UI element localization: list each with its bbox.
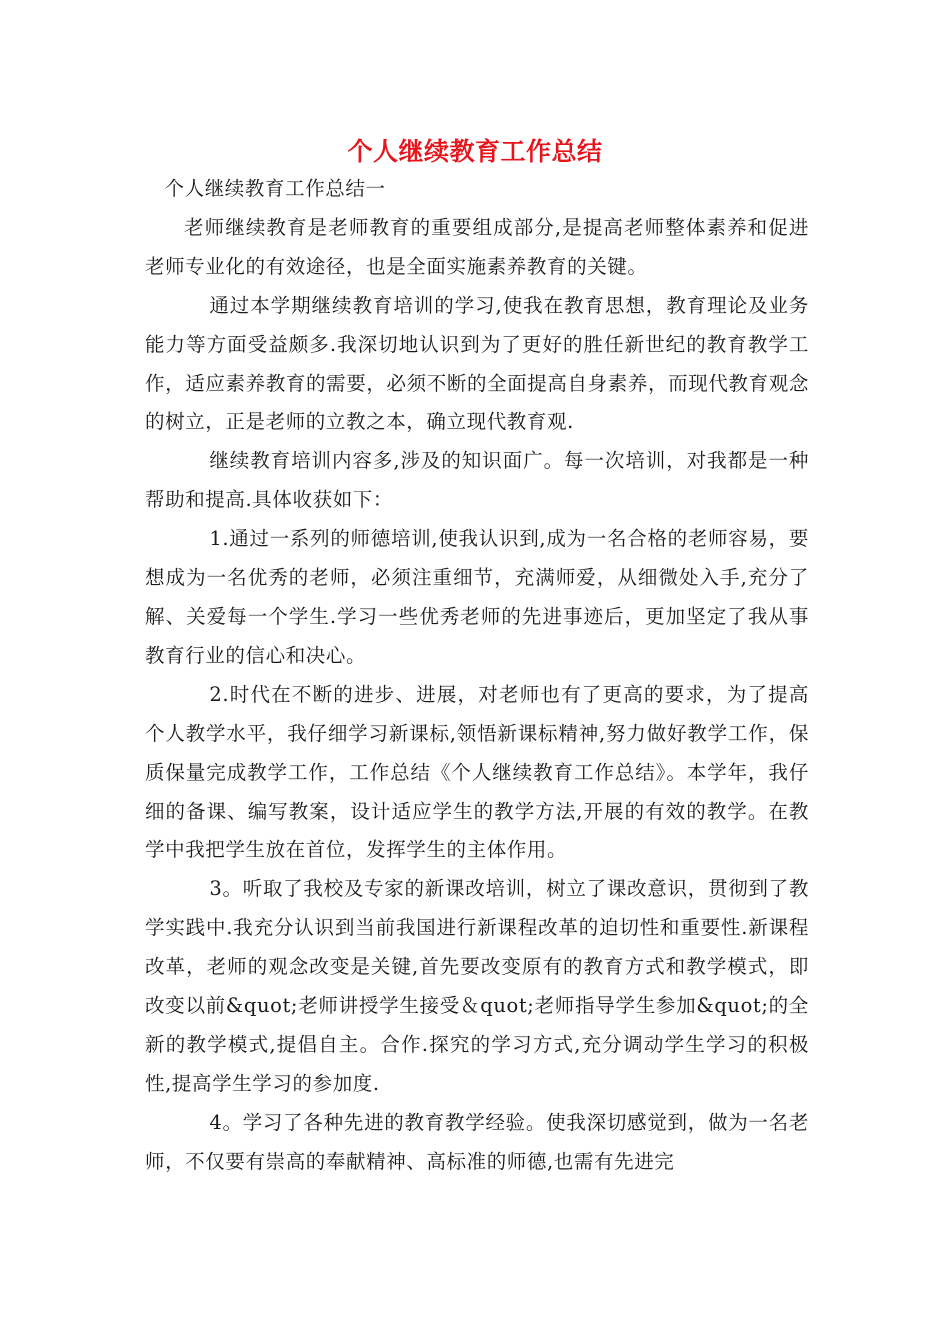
paragraph: 通过本学期继续教育培训的学习,使我在教育思想，教育理论及业务能力等方面受益颇多.我深切地认识到为了更好的胜任新世纪的教育教学工作，适应素养教育的需要，必须不断的全面提高自身素养，而现代教育观念的树立，正是老师的立教之本，确立现代教育观. [145,293,809,434]
paragraph: 继续教育培训内容多,涉及的知识面广。每一次培训，对我都是一种帮助和提高.具体收获如下： [145,449,809,512]
paragraph: 2.时代在不断的进步、进展，对老师也有了更高的要求，为了提高个人教学水平，我仔细学习新课标,领悟新课标精神,努力做好教学工作，保质保量完成教学工作，工作总结《个人继续教育工作总结》。本学年，我仔细的备课、编写教案，设计适应学生的教学方法,开展的有效的教学。在教学中我把学生放在首位，发挥学生的主体作用。 [145,682,809,862]
paragraph: 老师继续教育是老师教育的重要组成部分,是提高老师整体素养和促进老师专业化的有效途径，也是全面实施素养教育的关键。 [145,215,809,278]
paragraph: 1.通过一系列的师德培训,使我认识到,成为一名合格的老师容易，要想成为一名优秀的老师，必须注重细节，充满师爱，从细微处入手,充分了解、关爱每一个学生.学习一些优秀老师的先进事迹后，更加坚定了我从事教育行业的信心和决心。 [145,527,809,667]
paragraph: 4。学习了各种先进的教育教学经验。使我深切感觉到，做为一名老师，不仅要有崇高的奉献精神、高标准的师德,也需有先进完 [145,1110,809,1173]
paragraph: 3。听取了我校及专家的新课改培训，树立了课改意识，贯彻到了教学实践中.我充分认识到当前我国进行新课程改革的迫切性和重要性.新课程改革，老师的观念改变是关键,首先要改变原有的教育方式和教学模式，即改变以前&quot;老师讲授学生接受＆quot;老师指导学生参加&quot;的全新的教学模式,提倡自主。合作.探究的学习方式,充分调动学生学习的积极性,提高学生学习的参加度. [145,877,809,1095]
section-heading: 个人继续教育工作总结一 [164,177,386,200]
document-title: 个人继续教育工作总结 [347,137,603,166]
document-body [145,170,809,1182]
